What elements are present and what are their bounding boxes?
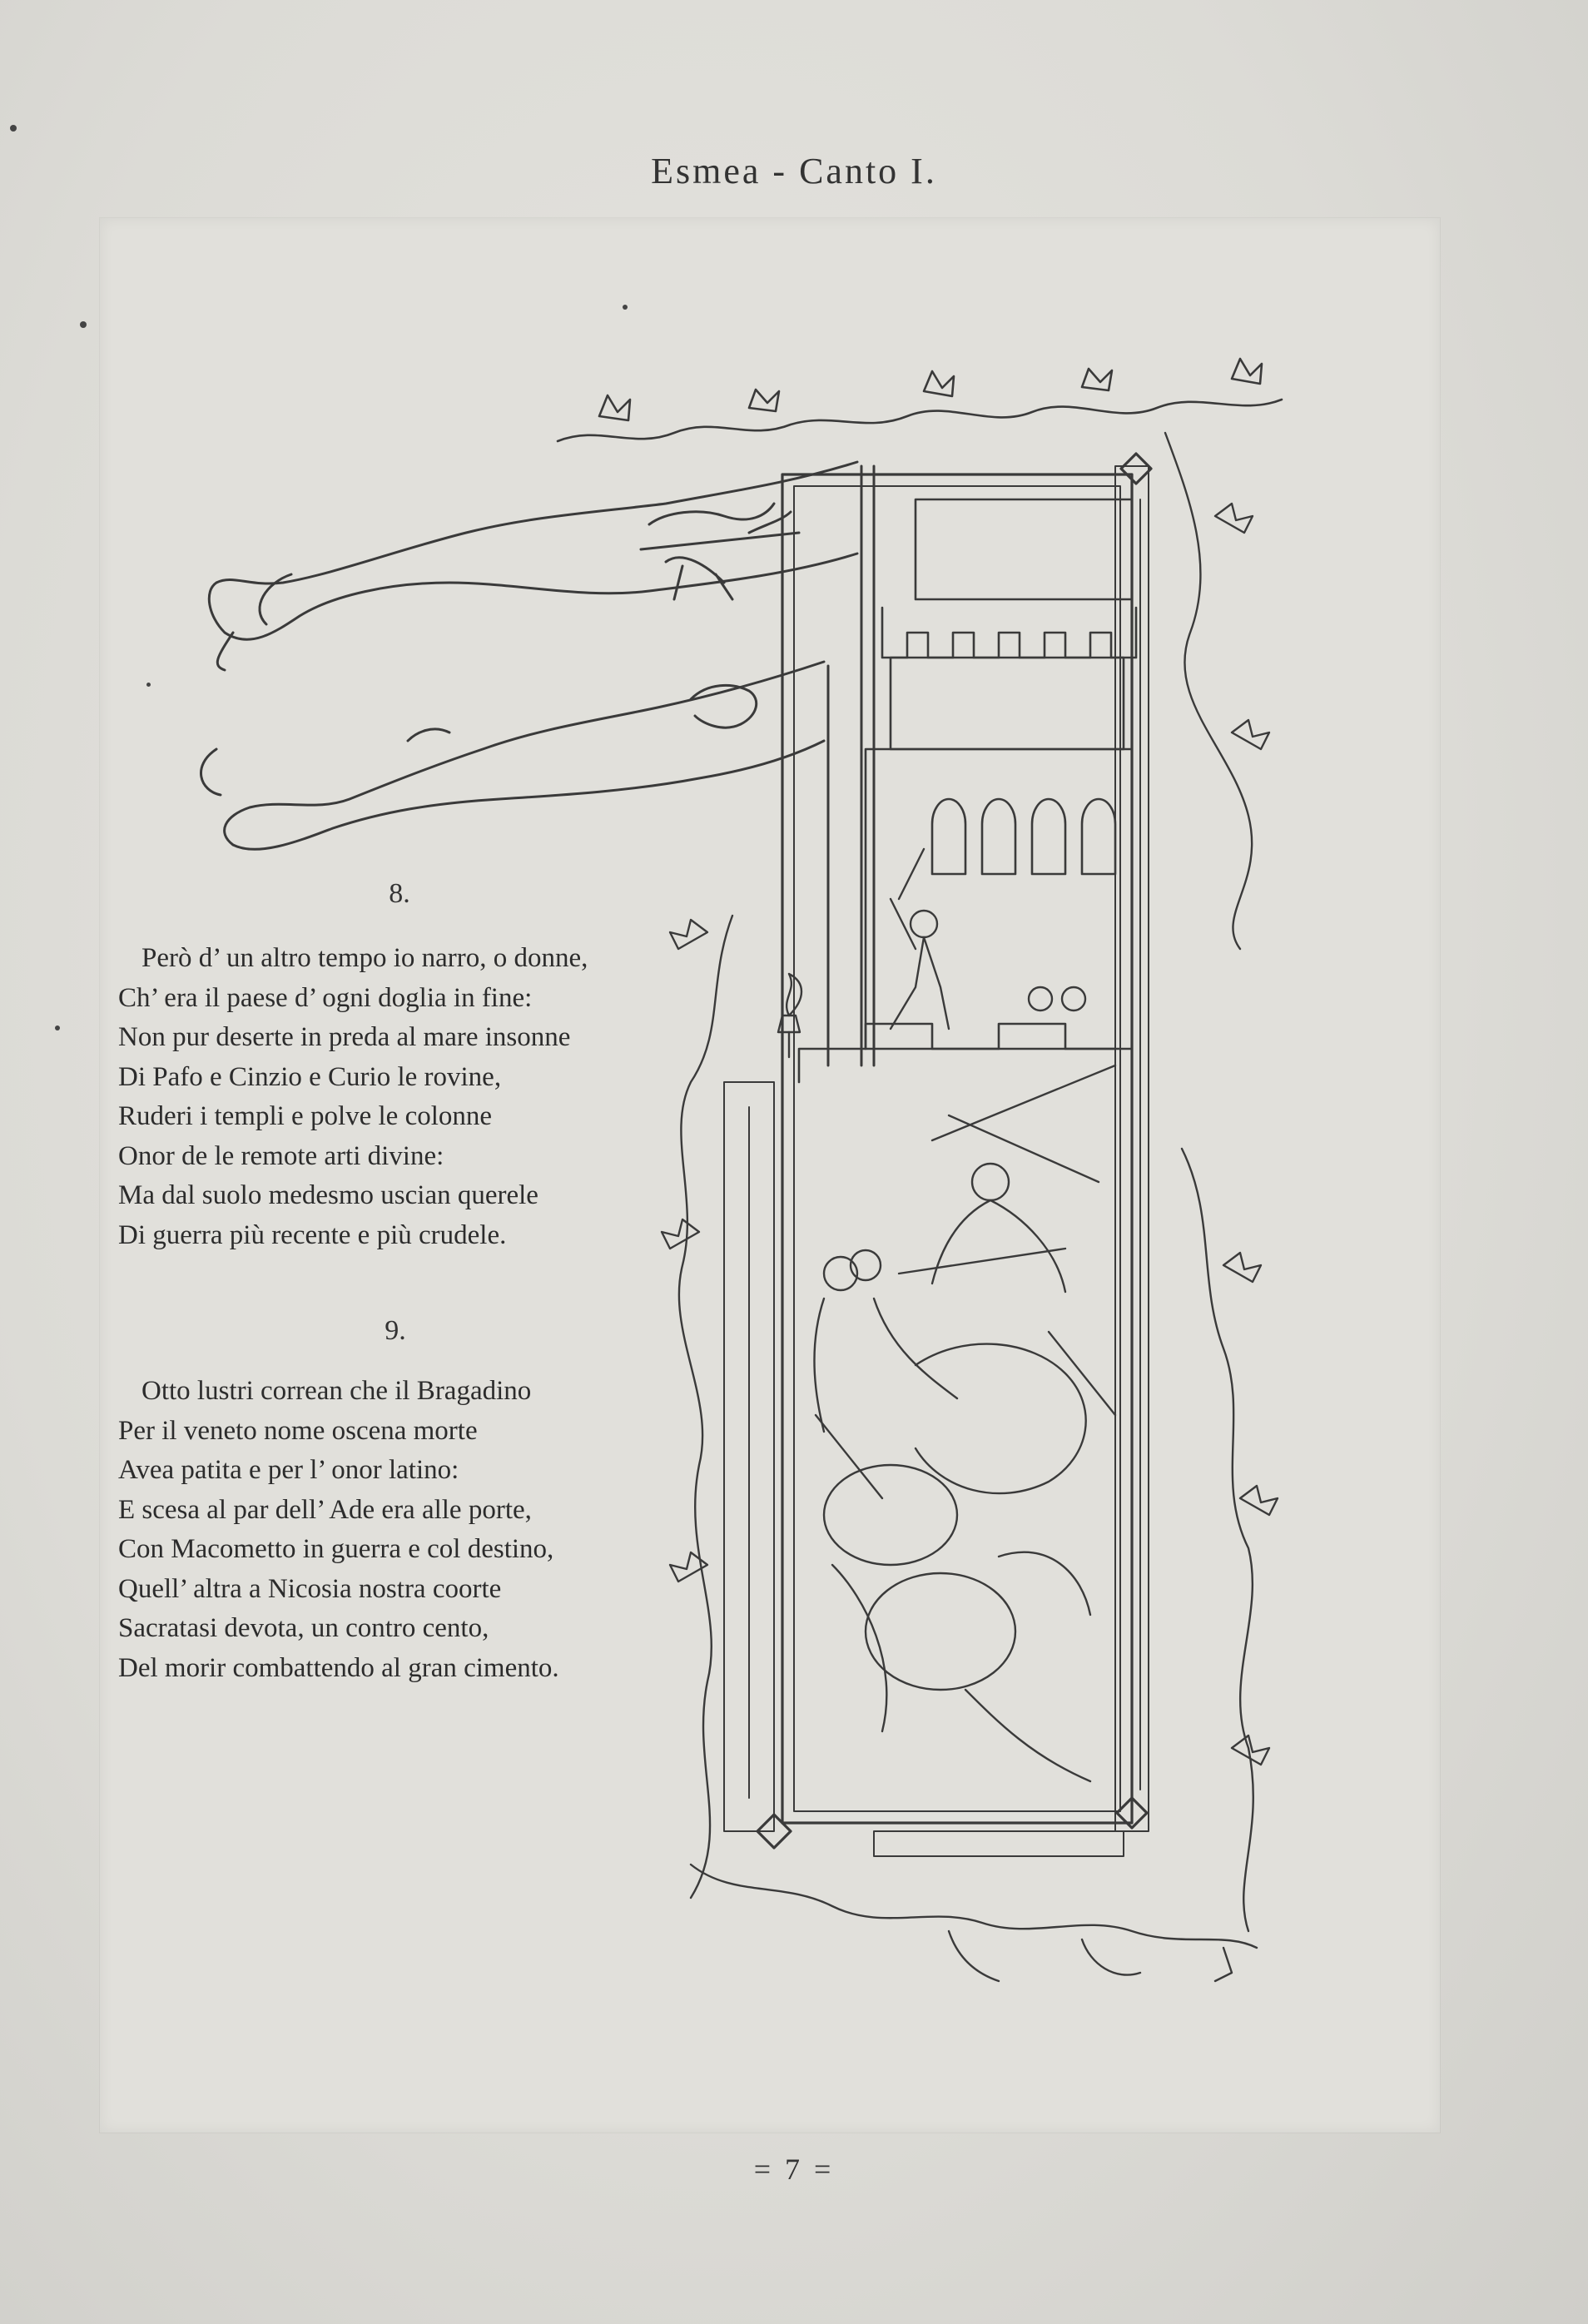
verse-line: Del morir combattendo al gran cimento. bbox=[118, 1652, 559, 1683]
paper-speck bbox=[623, 305, 628, 310]
verse-line: Ruderi i templi e polve le colonne bbox=[118, 1101, 493, 1131]
paper-speck bbox=[80, 321, 87, 328]
banner-lion-small-icon bbox=[201, 662, 824, 849]
vine-frieze-icon bbox=[558, 359, 1282, 441]
stanza-9 bbox=[118, 1372, 559, 1688]
verse-line: Con Macometto in guerra e col destino, bbox=[118, 1534, 554, 1564]
verse-line: Però d’ un altro tempo io narro, o donne, bbox=[141, 943, 588, 973]
verse-line: Onor de le remote arti divine: bbox=[118, 1140, 444, 1171]
verse-line: Quell’ altra a Nicosia nostra coorte bbox=[118, 1573, 502, 1604]
verse-line: Ch’ era il paese d’ ogni doglia in fine: bbox=[118, 982, 533, 1013]
verse-line: Otto lustri correan che il Bragadino bbox=[141, 1376, 532, 1406]
verse-line: Di Pafo e Cinzio e Curio le rovine, bbox=[118, 1061, 502, 1092]
paper-speck bbox=[146, 683, 151, 687]
paper-speck bbox=[10, 125, 17, 132]
verse-line: Per il veneto nome oscena morte bbox=[118, 1415, 478, 1446]
banner-lion-icon bbox=[209, 462, 857, 670]
stanza-number: 9. bbox=[385, 1315, 406, 1346]
stanza-number: 8. bbox=[389, 878, 410, 909]
verse-line: Di guerra più recente e più crudele. bbox=[118, 1219, 507, 1250]
stanza-8 bbox=[118, 939, 588, 1255]
verse-line: Avea patita e per l’ onor latino: bbox=[118, 1455, 459, 1485]
running-head: Esmea - Canto I. bbox=[651, 151, 937, 191]
ornamental-frame-icon bbox=[724, 454, 1151, 1856]
verse-line: E scesa al par dell’ Ade era alle porte, bbox=[118, 1494, 532, 1525]
page-number: = 7 = bbox=[753, 2153, 835, 2186]
soldiers-battle-icon bbox=[814, 849, 1115, 1781]
verse-line: Sacratasi devota, un contro cento, bbox=[118, 1613, 489, 1643]
paper-speck bbox=[55, 1025, 60, 1030]
bottom-vine-icon bbox=[691, 1865, 1257, 1981]
verse-line: Non pur deserte in preda al mare insonne bbox=[118, 1022, 571, 1052]
verse-line: Ma dal suolo medesmo uscian querele bbox=[118, 1180, 538, 1210]
